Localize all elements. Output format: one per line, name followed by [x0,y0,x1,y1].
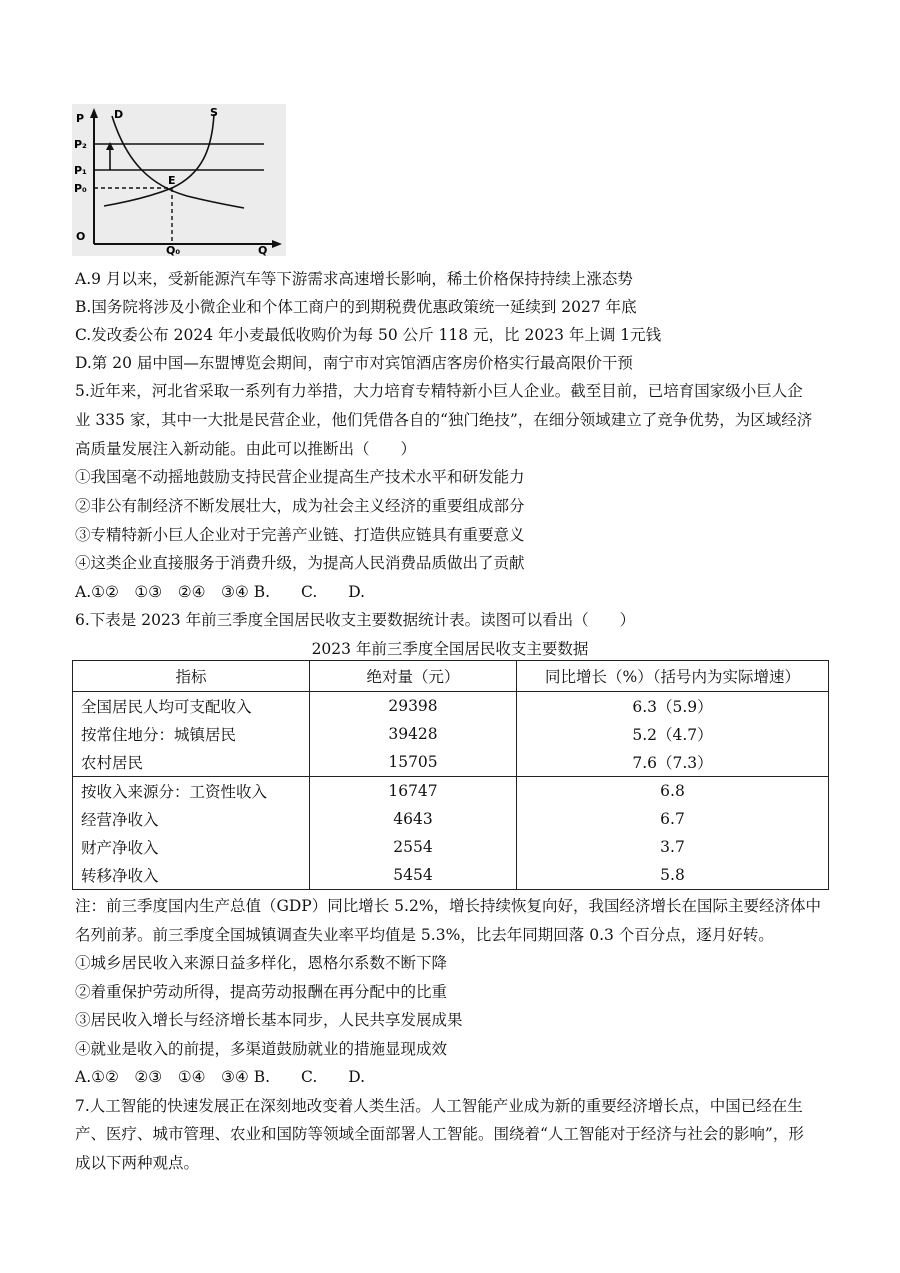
table-header-row [73,661,829,692]
q5-stem-line-2: 业 335 家，其中一大批是民营企业，他们凭借各自的“独门绝技”，在细分领域建立了竞争优势，为区域经济 [75,411,813,429]
q5-item-4: ④这类企业直接服务于消费升级，为提高人民消费品质做出了贡献 [75,554,525,572]
x-axis-arrow [272,240,282,248]
table-title: 2023 年前三季度全国居民收支主要数据 [311,640,589,658]
q6-note-line-1: 注：前三季度国内生产总值（GDP）同比增长 5.2%，增长持续恢复向好，我国经济增长在国际主要经济体中 [75,897,822,915]
row-growth: 5.8 [517,861,829,890]
table-row [73,805,829,833]
table-row [73,720,829,748]
label-s: S [210,106,218,119]
row-amount: 29398 [310,692,517,721]
q5-item-3: ③专精特新小巨人企业对于完善产业链、打造供应链具有重要意义 [75,526,525,544]
q6-note-line-2: 名列前茅。前三季度全国城镇调查失业率平均值是 5.3%，比去年同期回落 0.3 个百分点，逐月好转。 [75,926,774,944]
q6-item-1: ①城乡居民收入来源日益多样化，恩格尔系数不断下降 [75,954,448,972]
row-growth: 5.2（4.7） [517,720,829,748]
q4-option-a: A.9 月以来，受新能源汽车等下游需求高速增长影响，稀土价格保持持续上涨态势 [75,270,633,288]
row-growth: 7.6（7.3） [517,748,829,777]
row-label: 农村居民 [73,748,310,777]
row-growth: 3.7 [517,833,829,861]
label-e: E [168,174,176,187]
col-header-indicator: 指标 [73,661,310,692]
label-q0: Q₀ [166,244,181,256]
demand-curve [112,116,244,208]
label-p: P [76,112,85,125]
label-origin: O [76,230,86,243]
label-d: D [114,108,124,121]
row-label: 财产净收入 [73,833,310,861]
price-arrow-head [106,142,114,150]
q6-answers: A.①② ②③ ①④ ③④ B. C. D. [75,1068,366,1086]
q5-item-2: ②非公有制经济不断发展壮大，成为社会主义经济的重要组成部分 [75,497,525,515]
row-amount: 15705 [310,748,517,777]
q4-option-d: D.第 20 届中国—东盟博览会期间，南宁市对宾馆酒店客房价格实行最高限价干预 [75,354,633,372]
q6-item-2: ②着重保护劳动所得，提高劳动报酬在再分配中的比重 [75,983,448,1001]
q7-line-3: 成以下两种观点。 [75,1154,200,1172]
row-amount: 4643 [310,805,517,833]
q6-item-4: ④就业是收入的前提，多渠道鼓励就业的措施显现成效 [75,1040,448,1058]
row-label: 转移净收入 [73,861,310,890]
row-growth: 6.7 [517,805,829,833]
label-q: Q [258,244,268,256]
row-label: 全国居民人均可支配收入 [73,692,310,721]
table-row [73,861,829,890]
q5-stem-line-1: 5.近年来，河北省采取一系列有力举措，大力培育专精特新小巨人企业。截至目前，已培育国家级小巨人企 [75,382,803,400]
q6-item-3: ③居民收入增长与经济增长基本同步，人民共享发展成果 [75,1011,463,1029]
row-amount: 16747 [310,777,517,806]
row-label: 按常住地分：城镇居民 [73,720,310,748]
table-row [73,777,829,806]
q6-stem: 6.下表是 2023 年前三季度全国居民收支主要数据统计表。读图可以看出（ ） [75,611,636,629]
q5-item-1: ①我国毫不动摇地鼓励支持民营企业提高生产技术水平和研发能力 [75,468,525,486]
row-amount: 2554 [310,833,517,861]
col-header-amount: 绝对量（元） [310,661,517,692]
q7-line-2: 产、医疗、城市管理、农业和国防等领域全面部署人工智能。围绕着“人工智能对于经济与社会的影响”，形 [75,1125,804,1143]
row-amount: 5454 [310,861,517,890]
row-growth: 6.8 [517,777,829,806]
y-axis-arrow [90,108,98,118]
row-label: 按收入来源分：工资性收入 [73,777,310,806]
income-stats-table [72,660,829,890]
supply-demand-graph [72,104,286,256]
q5-answers: A.①② ①③ ②④ ③④ B. C. D. [75,583,366,601]
table-row [73,833,829,861]
label-p2: P₂ [74,138,87,151]
row-amount: 39428 [310,720,517,748]
label-p1: P₁ [74,164,87,177]
table-row [73,692,829,721]
graph-svg [72,104,286,256]
q4-option-c: C.发改委公布 2024 年小麦最低收购价为每 50 公斤 118 元，比 2023 年上调 1元钱 [75,326,662,344]
q4-option-b: B.国务院将涉及小微企业和个体工商户的到期税费优惠政策统一延续到 2027 年底 [75,298,637,316]
table-row [73,748,829,777]
col-header-growth: 同比增长（%）（括号内为实际增速） [517,661,829,692]
supply-curve [104,114,214,206]
label-p0: P₀ [74,182,87,195]
row-growth: 6.3（5.9） [517,692,829,721]
row-label: 经营净收入 [73,805,310,833]
q7-line-1: 7.人工智能的快速发展正在深刻地改变着人类生活。人工智能产业成为新的重要经济增长点，中国已经在生 [75,1097,803,1115]
q5-stem-line-3: 高质量发展注入新动能。由此可以推断出（ ） [75,440,417,458]
